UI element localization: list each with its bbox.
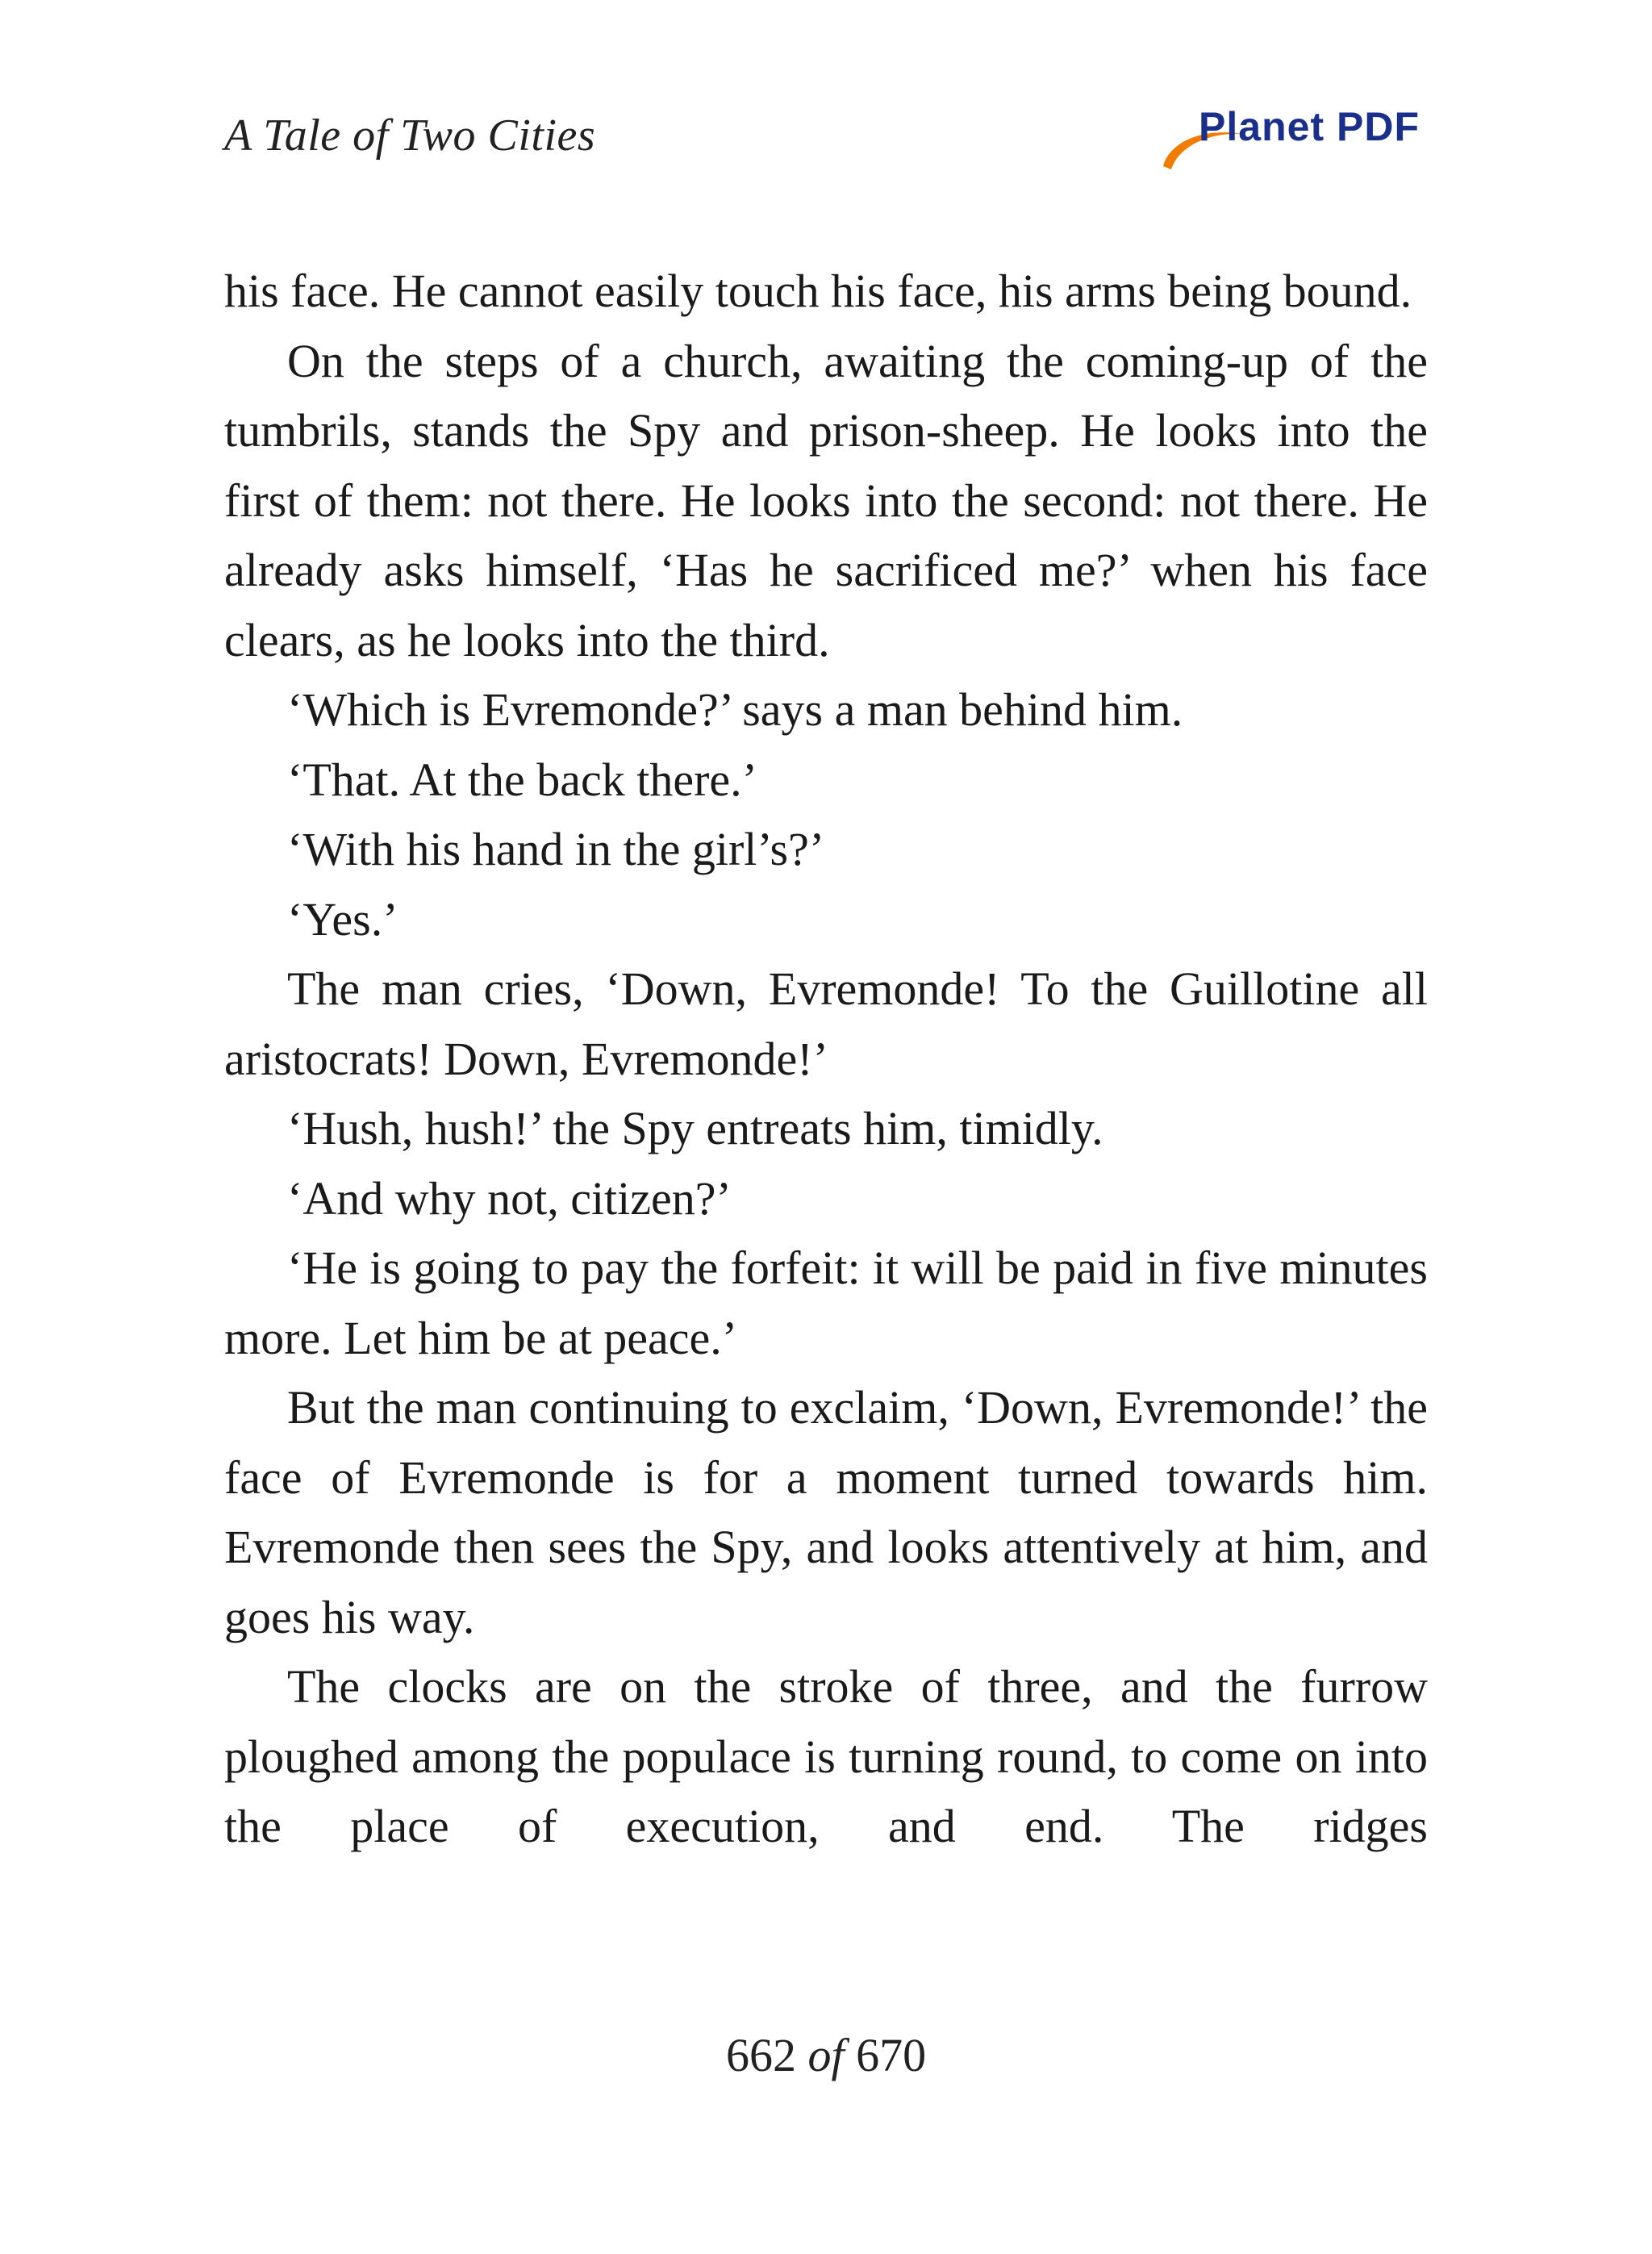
page-of-label: of — [807, 2029, 845, 2081]
book-title: A Tale of Two Cities — [224, 111, 596, 161]
paragraph-4: ‘That. At the back there.’ — [287, 753, 757, 806]
paragraph-1: his face. He cannot easily touch his face, his arms being bound. — [224, 265, 1412, 317]
page-header — [224, 97, 1428, 186]
page-number — [0, 2028, 1652, 2082]
page-body — [224, 257, 1428, 1862]
planet-pdf-logo — [1153, 103, 1420, 181]
paragraph-2: On the steps of a church, awaiting the coming-up of the tumbrils, stands the Spy and prison-sheep. He looks into the first of them: not there. He looks into the second: not there. He already asks himself, ‘Has he sacrificed me?’ when his face clears, as he looks into the third. — [224, 334, 1428, 666]
paragraph-10: ‘He is going to pay the forfeit: it will be paid in five minutes more. Let him be at peace.’ — [224, 1242, 1428, 1364]
paragraph-8: ‘Hush, hush!’ the Spy entreats him, timidly. — [287, 1102, 1103, 1154]
logo-text: Planet PDF — [1199, 104, 1420, 149]
paragraph-11: But the man continuing to exclaim, ‘Down, Evremonde!’ the face of Evremonde is for a moment turned towards him. Evremonde then sees the Spy, and looks attentively at him, and goes his way. — [224, 1381, 1428, 1643]
page-current: 662 — [725, 2029, 796, 2081]
paragraph-5: ‘With his hand in the girl’s?’ — [287, 823, 825, 875]
page-total: 670 — [856, 2029, 927, 2081]
paragraph-3: ‘Which is Evremonde?’ says a man behind him. — [287, 683, 1183, 736]
paragraph-6: ‘Yes.’ — [287, 892, 398, 945]
paragraph-7: The man cries, ‘Down, Evremonde! To the Guillotine all aristocrats! Down, Evremonde!’ — [224, 962, 1428, 1085]
paragraph-12: The clocks are on the stroke of three, and the furrow ploughed among the populace is turning round, to come on into the place of execution, and end. The ridges — [224, 1660, 1428, 1852]
paragraph-9: ‘And why not, citizen?’ — [287, 1171, 732, 1225]
